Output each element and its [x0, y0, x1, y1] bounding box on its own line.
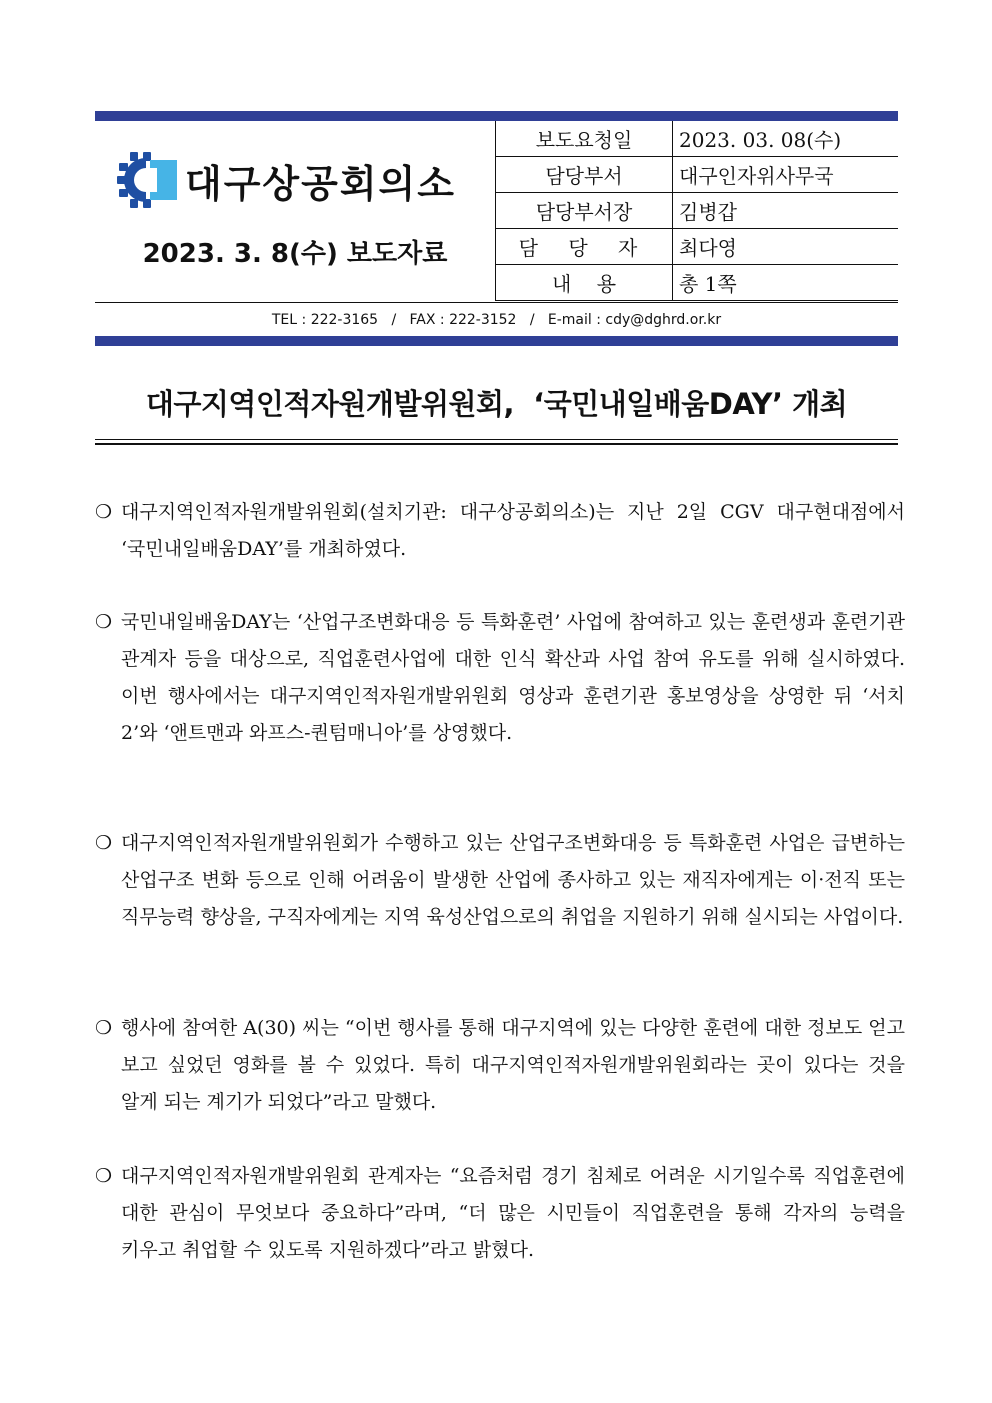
info-row-department-head	[496, 193, 899, 229]
bullet-circle-icon: ❍	[95, 1017, 113, 1039]
contact-line: TEL : 222-3165 / FAX : 222-3152 / E-mail : cdy@dghrd.or.kr	[95, 302, 898, 337]
info-row-department	[496, 157, 899, 193]
info-label: 내 용	[551, 272, 617, 296]
top-accent-bar	[95, 111, 898, 121]
header-left-panel	[95, 121, 495, 302]
info-value: 김병갑	[673, 193, 899, 229]
info-value: 대구인자위사무국	[673, 157, 899, 193]
headline-double-rule	[95, 439, 898, 445]
release-info-table	[495, 121, 898, 301]
info-label: 담당부서	[545, 164, 623, 188]
info-label: 보도요청일	[535, 128, 633, 152]
paragraph	[95, 1158, 905, 1269]
info-label: 담 당 자	[518, 236, 650, 260]
bullet-circle-icon: ❍	[95, 501, 113, 523]
paragraph	[95, 1010, 905, 1121]
paragraph	[95, 825, 905, 936]
info-row-contact-person	[496, 229, 899, 265]
chamber-logo	[117, 151, 456, 209]
info-row-request-date	[496, 121, 899, 157]
info-value: 최다영	[673, 229, 899, 265]
paragraph-text: 국민내일배움DAY는 ‘산업구조변화대응 등 특화훈련’ 사업에 참여하고 있는 훈련생과 훈련기관 관계자 등을 대상으로, 직업훈련사업에 대한 인식 확산과 사업 참여 유도를 위해 실시하였다. 이번 행사에서는 대구지역인적자원개발위원회 영상과 훈련기관 홍보영상을 상영한 뒤 ‘서치 2’와 ‘앤트맨과 와프스-퀀텀매니아’를 상영했다.	[121, 611, 905, 744]
bullet-circle-icon: ❍	[95, 611, 113, 633]
paragraph-text: 대구지역인적자원개발위원회 관계자는 “요즘처럼 경기 침체로 어려운 시기일수록 직업훈련에 대한 관심이 무엇보다 중요하다”라며, “더 많은 시민들이 직업훈련을 통해 각자의 능력을 키우고 취업할 수 있도록 지원하겠다”라고 밝혔다.	[121, 1165, 905, 1261]
release-date-title: 2023. 3. 8(수) 보도자료	[142, 239, 448, 269]
info-value: 2023. 03. 08(수)	[673, 121, 899, 157]
bottom-accent-bar	[95, 336, 898, 346]
paragraph-text: 대구지역인적자원개발위원회(설치기관: 대구상공회의소)는 지난 2일 CGV 대구현대점에서 ‘국민내일배움DAY’를 개최하였다.	[121, 501, 905, 560]
headline: 대구지역인적자원개발위원회, ‘국민내일배움DAY’ 개최	[145, 387, 848, 421]
info-label: 담당부서장	[535, 200, 633, 224]
info-value: 총 1쪽	[673, 265, 899, 301]
bullet-circle-icon: ❍	[95, 1165, 113, 1187]
paragraph	[95, 604, 905, 752]
paragraph-text: 행사에 참여한 A(30) 씨는 “이번 행사를 통해 대구지역에 있는 다양한 훈련에 대한 정보도 얻고 보고 싶었던 영화를 볼 수 있었다. 특히 대구지역인적자원개발위원회라는 곳이 있다는 것을 알게 되는 계기가 되었다”라고 말했다.	[121, 1017, 905, 1113]
org-name: 대구상공회의소	[185, 161, 456, 206]
gear-logo-icon	[117, 151, 179, 209]
info-row-content	[496, 265, 899, 301]
bullet-circle-icon: ❍	[95, 832, 113, 854]
paragraph	[95, 494, 905, 568]
paragraph-text: 대구지역인적자원개발위원회가 수행하고 있는 산업구조변화대응 등 특화훈련 사업은 급변하는 산업구조 변화 등으로 인해 어려움이 발생한 산업에 종사하고 있는 재직자에게는 이·전직 또는 직무능력 향상을, 구직자에게는 지역 육성산업으로의 취업을 지원하기 위해 실시되는 사업이다.	[121, 832, 905, 928]
